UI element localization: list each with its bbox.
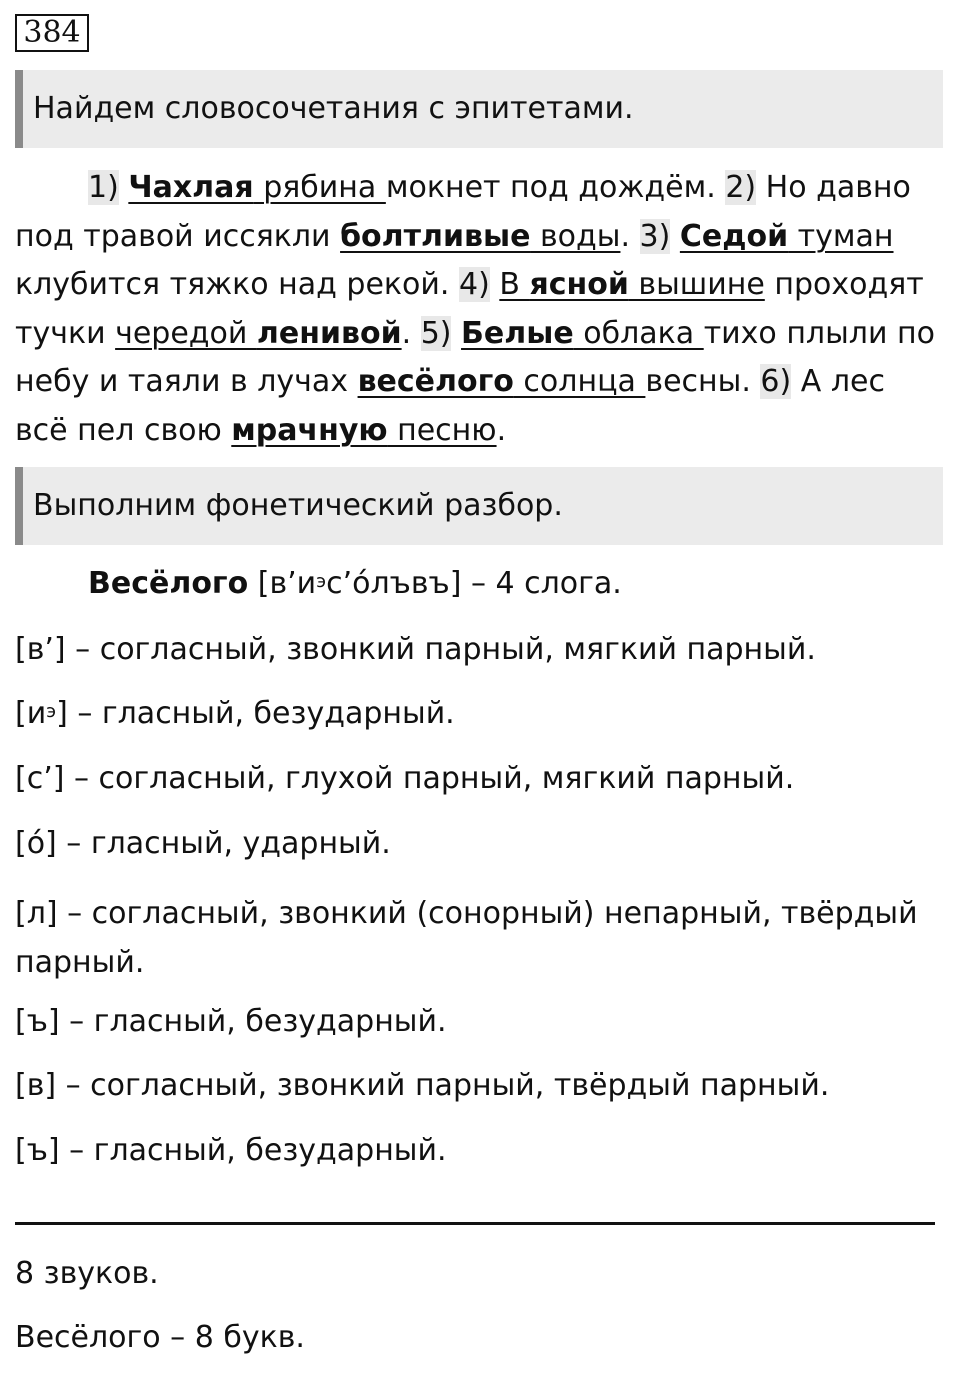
text: Но давно под травой иссякли <box>15 170 911 254</box>
sound-text: [в’] – согласный, звонкий парный, мягкий парный. <box>15 632 816 667</box>
transcription: с’óлъвъ] – 4 слога. <box>326 566 622 601</box>
word-transcription <box>15 564 945 604</box>
sound-text: [с’] – согласный, глухой парный, мягкий парный. <box>15 761 795 796</box>
section-heading-epithets <box>15 70 943 148</box>
sound-superscript: э <box>46 701 57 722</box>
epithet: мрачную <box>231 412 388 448</box>
sound-line <box>15 694 945 734</box>
space <box>451 316 461 351</box>
text: тихо плыли по небу и таяли в лучах <box>15 315 935 400</box>
noun: песню <box>387 412 497 448</box>
sound-line <box>15 630 945 670</box>
sound-text: [л] – согласный, звонкий (сонорный) непарный, твёрдый парный. <box>15 896 918 980</box>
noun: рябина <box>253 170 386 205</box>
epithet: ленивой <box>256 315 402 351</box>
text: клубится тяжко над рекой. <box>15 267 459 303</box>
epithet: Белые <box>461 315 574 351</box>
sound-text: [ъ] – гласный, безударный. <box>15 1004 447 1039</box>
sentence-number: 1) <box>88 170 119 205</box>
noun: вышине <box>628 267 765 303</box>
text: весны. <box>645 364 761 400</box>
phrase-4 <box>499 267 764 302</box>
noun: туман <box>788 218 894 254</box>
sound-text: [ъ] – гласный, безударный. <box>15 1133 447 1168</box>
task-number: 384 <box>15 14 89 52</box>
text: . <box>401 315 421 351</box>
sentence-number: 3) <box>639 218 671 254</box>
sound-line <box>15 1066 945 1106</box>
preposition: В <box>499 267 530 303</box>
sentence-number: 4) <box>458 267 490 303</box>
epithet: весёлого <box>357 364 514 400</box>
text: А лес всё пел свою <box>15 364 885 448</box>
section-heading-phonetic <box>15 467 943 545</box>
text: мокнет под дождём. <box>385 170 726 205</box>
phrase-7 <box>358 364 646 399</box>
sound-text: [ó] – гласный, ударный. <box>15 826 391 861</box>
noun: чередой <box>115 315 257 351</box>
analyzed-word: Весёлого <box>88 566 249 601</box>
sound-line <box>15 759 945 799</box>
phrase-6 <box>461 316 704 351</box>
transcription-superscript: э <box>316 571 327 592</box>
noun: облака <box>573 315 704 351</box>
phrase-5 <box>115 316 402 351</box>
epithet: Седой <box>679 218 789 254</box>
text: проходят тучки <box>15 267 924 351</box>
divider-line <box>15 1222 935 1225</box>
sentence-number: 2) <box>725 170 757 205</box>
sound-text: ] – гласный, безударный. <box>56 696 455 731</box>
sound-line <box>15 1002 945 1042</box>
phrase-1 <box>128 170 386 205</box>
sound-line <box>15 889 945 987</box>
noun: солнца <box>513 364 646 400</box>
sounds-count: 8 звуков. <box>15 1256 159 1291</box>
section-title: Выполним фонетический разбор. <box>33 488 563 523</box>
noun: воды <box>530 218 621 254</box>
text: . <box>620 218 640 254</box>
space <box>670 219 680 254</box>
phrase-8 <box>231 413 496 448</box>
section-title: Найдем словосочетания с эпитетами. <box>33 91 634 126</box>
transcription: [в’и <box>248 566 317 601</box>
space <box>490 267 500 302</box>
text: . <box>496 412 507 448</box>
sound-text: [в] – согласный, звонкий парный, твёрдый парный. <box>15 1068 830 1103</box>
epithet: болтливые <box>340 218 531 254</box>
epithet: ясной <box>529 267 629 303</box>
sentence-number: 6) <box>760 364 792 400</box>
sound-line <box>15 824 945 864</box>
phrase-2 <box>340 219 620 254</box>
sound-text: [и <box>15 696 47 731</box>
sentence-number: 5) <box>420 315 452 351</box>
epithet: Чахлая <box>128 170 254 205</box>
letters-count: Весёлого – 8 букв. <box>15 1320 305 1355</box>
phrase-3 <box>680 219 894 254</box>
epithets-paragraph <box>15 164 945 456</box>
sound-line <box>15 1131 945 1171</box>
